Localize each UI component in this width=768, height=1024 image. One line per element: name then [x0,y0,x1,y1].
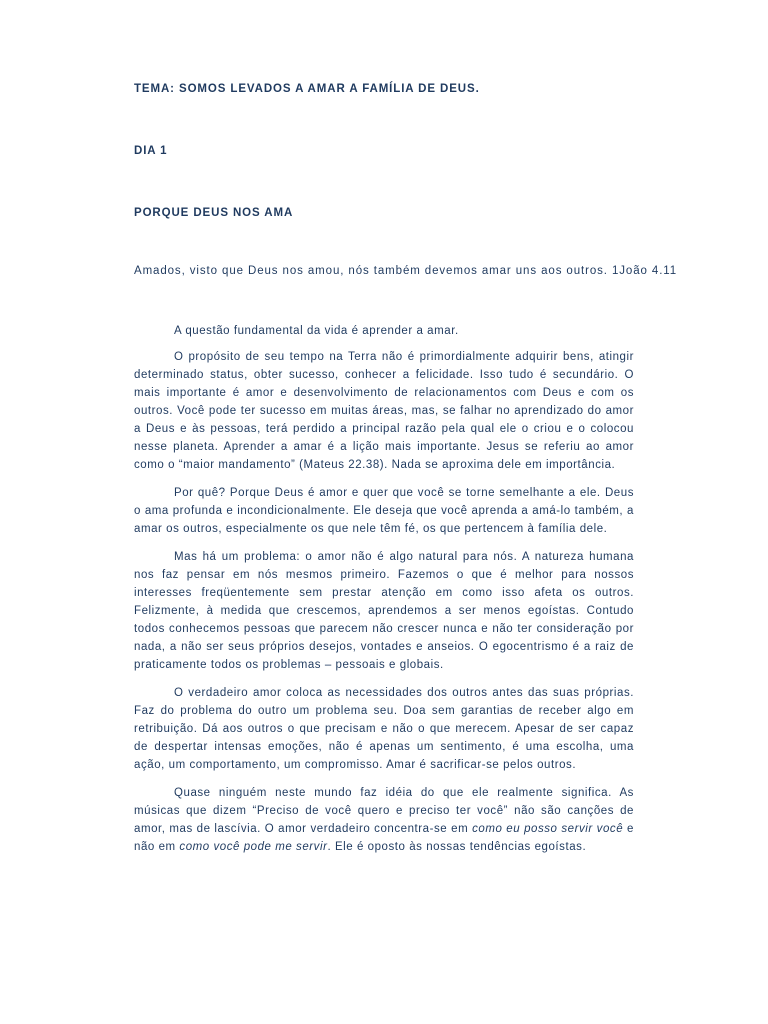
paragraph: O verdadeiro amor coloca as necessidades dos outros antes das suas próprias. Faz do problema do outro um problema seu. Doa sem garantias de receber algo em retribuição. Dá aos outros o que precisam e não o que merecem. Apesar de ser capaz de despertar intensas emoções, não é apenas um sentimento, é uma escolha, uma ação, um comportamento, um compromisso. Amar é sacrificar-se pelos outros. [134,687,634,771]
paragraph: O propósito de seu tempo na Terra não é primordialmente adquirir bens, atingir determinado status, obter sucesso, conhecer a felicidade. Isso tudo é secundário. O mais importante é amor e desenvolvimento de relacionamentos com Deus e com os outros. Você pode ter sucesso em muitas áreas, mas, se falhar no aprendizado do amor a Deus e às pessoas, terá perdido a principal razão pela qual ele o criou e o colocou nesse planeta. Aprender a amar é a lição mais importante. Jesus se referiu ao amor como o “maior mandamento” (Mateus 22.38). Nada se aproxima dele em importância. [134,351,634,471]
bible-verse: Amados, visto que Deus nos amou, nós também devemos amar uns aos outros. 1João 4.11 [134,265,678,277]
paragraph-text: . Ele é oposto às nossas tendências egoístas. [327,841,587,853]
italic-phrase: como eu posso servir você [472,823,624,835]
section-title: PORQUE DEUS NOS AMA [134,207,294,219]
paragraph: Mas há um problema: o amor não é algo natural para nós. A natureza humana nos faz pensar em nós mesmos primeiro. Fazemos o que é melhor para nossos interesses freqüentemente sem prestar atenção em como isso afeta os outros. Felizmente, à medida que crescemos, aprendemos a ser menos egoístas. Contudo todos conhecemos pessoas que parecem não crescer nunca e não ter consideração por nada, a não ser seus próprios desejos, vontades e anseios. O egocentrismo é a raiz de praticamente todos os problemas – pessoais e globais. [134,551,634,671]
paragraph-text: e não em [134,823,634,853]
paragraph: A questão fundamental da vida é aprender a amar. [174,325,459,337]
paragraph-last [134,784,634,856]
italic-phrase: como você pode me servir [179,841,328,853]
body-text [134,322,634,866]
paragraph-text: Quase ninguém neste mundo faz idéia do que ele realmente significa. As músicas que dizem “Preciso de você quero e preciso ter você” não são canções de amor, mas de lascívia. O amor verdadeiro concentra-se em [134,787,634,835]
paragraph: Por quê? Porque Deus é amor e quer que você se torne semelhante a ele. Deus o ama profunda e incondicionalmente. Ele deseja que você aprenda a amá-lo também, a amar os outros, especialmente os que nele têm fé, os que pertencem à família dele. [134,487,634,535]
theme-heading: TEMA: SOMOS LEVADOS A AMAR A FAMÍLIA DE DEUS. [134,83,480,95]
day-heading: DIA 1 [134,145,168,157]
